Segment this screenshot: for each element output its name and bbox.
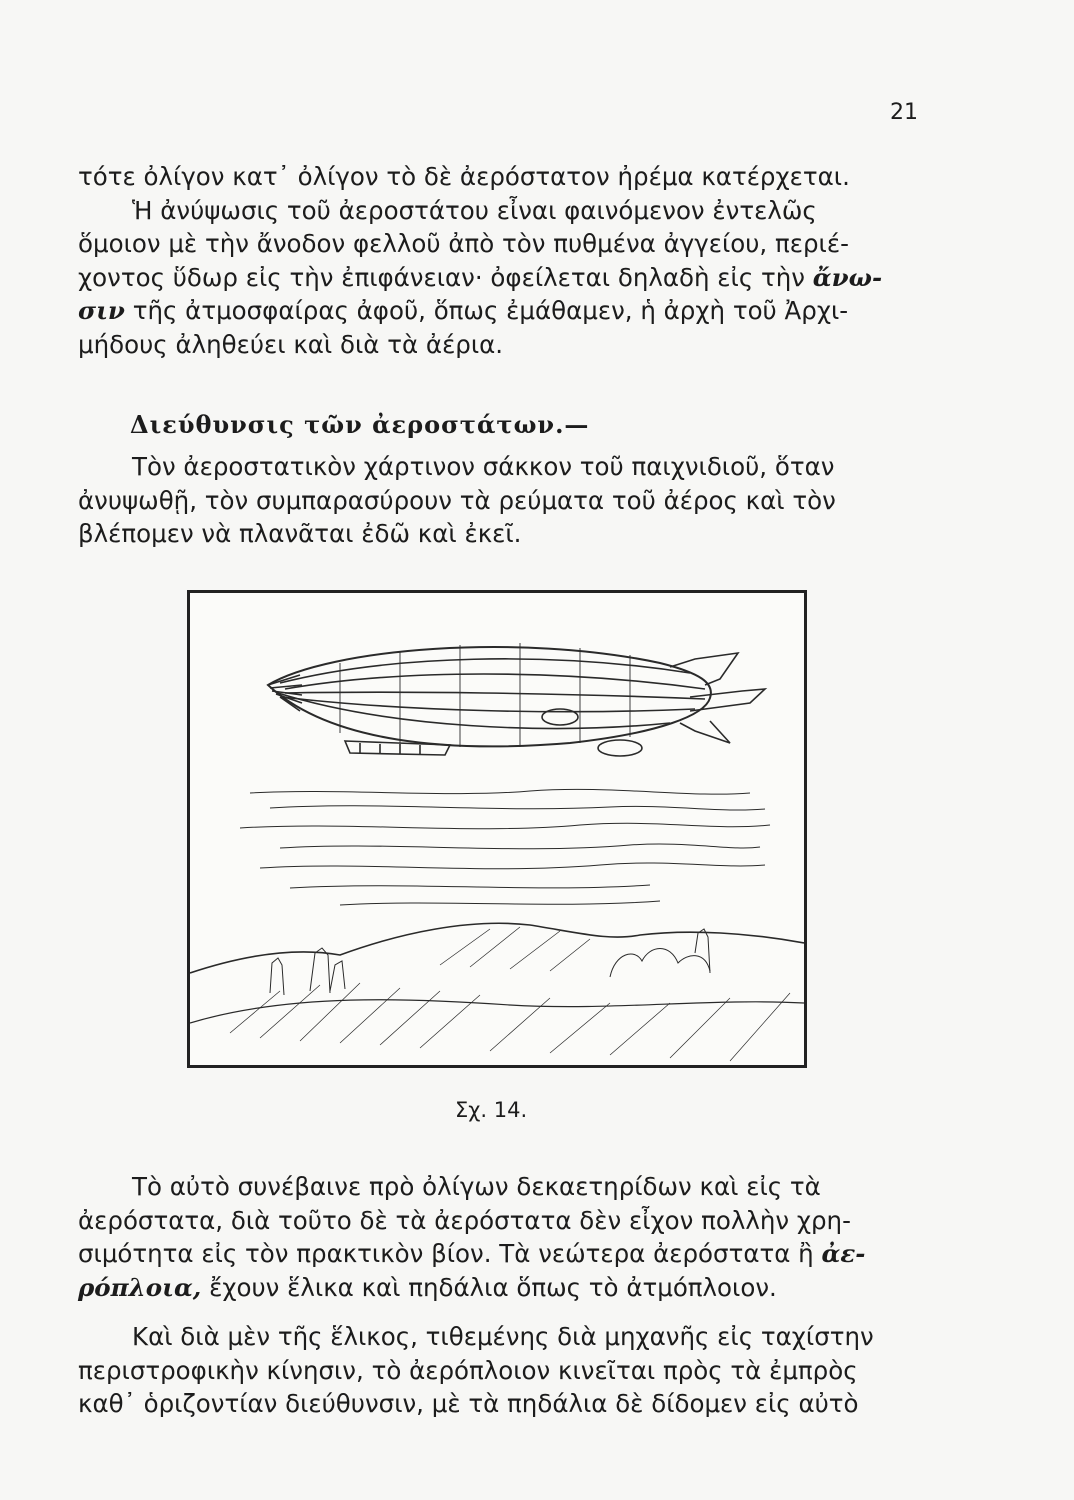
paragraph-3 xyxy=(78,1170,928,1304)
text-line: τότε ὀλίγον κατ᾽ ὀλίγον τὸ δὲ ἀερόστατον ἠρέμα κατέρχεται. xyxy=(78,162,850,191)
text-line: μήδους ἀληθεύει καὶ διὰ τὰ ἀέρια. xyxy=(78,329,504,359)
emphasis-term: ἀε- xyxy=(821,1239,866,1268)
text-line: ἀνυψωθῇ, τὸν συμπαρασύρουν τὰ ρεύματα τοῦ ἀέρος καὶ τὸν xyxy=(78,485,836,515)
text-line: καθ᾽ ὁριζοντίαν διεύθυνσιν, μὲ τὰ πηδάλια δὲ δίδομεν εἰς αὐτὸ xyxy=(78,1389,859,1418)
text-line: ρόπλοια, ἔχουν ἕλικα καὶ πηδάλια ὅπως τὸ ἀτμόπλοιον. xyxy=(78,1272,777,1302)
text-line: Τὸν ἀεροστατικὸν χάρτινον σάκκον τοῦ παιχνιδιοῦ, ὅταν xyxy=(132,452,835,481)
text-line: ὅμοιον μὲ τὴν ἄνοδον φελλοῦ ἀπὸ τὸν πυθμένα ἀγγείου, περιέ- xyxy=(78,229,849,258)
section-heading: Διεύθυνσις τῶν ἀεροστάτων.— xyxy=(130,410,590,439)
text-line: Καὶ διὰ μὲν τῆς ἕλικος, τιθεμένης διὰ μηχανῆς εἰς ταχίστην xyxy=(132,1322,874,1351)
text-line: χοντος ὕδωρ εἰς τὴν ἐπιφάνειαν· ὀφείλεται δηλαδὴ εἰς τὴν ἄνω- xyxy=(78,262,883,292)
emphasis-term: ρόπλοια, xyxy=(78,1272,202,1302)
text-line: σιμότητα εἰς τὸν πρακτικὸν βίον. Τὰ νεώτερα ἀερόστατα ἢ ἀε- xyxy=(78,1239,866,1268)
figure-caption: Σχ. 14. xyxy=(455,1098,528,1122)
text-line: Τὸ αὐτὸ συνέβαινε πρὸ ὀλίγων δεκαετηρίδων καὶ εἰς τὰ xyxy=(132,1172,821,1201)
paragraph-4 xyxy=(78,1320,928,1421)
figure-airship xyxy=(187,590,807,1068)
text-line: Ἡ ἀνύψωσις τοῦ ἀεροστάτου εἶναι φαινόμενον ἐντελῶς xyxy=(132,195,817,225)
emphasis-term: σιν xyxy=(78,296,125,325)
airship-illustration xyxy=(190,593,804,1065)
page-number: 21 xyxy=(890,100,918,125)
emphasis-term: ἄνω- xyxy=(812,262,883,292)
paragraph-1 xyxy=(78,160,928,361)
text-line: ἀερόστατα, διὰ τοῦτο δὲ τὰ ἀερόστατα δὲν εἶχον πολλὴν χρη- xyxy=(78,1205,851,1235)
text-line: βλέπομεν νὰ πλανᾶται ἐδῶ καὶ ἐκεῖ. xyxy=(78,519,522,548)
text-line: περιστροφικὴν κίνησιν, τὸ ἀερόπλοιον κινεῖται πρὸς τὰ ἐμπρὸς xyxy=(78,1355,858,1385)
text-line: σιν τῆς ἀτμοσφαίρας ἀφοῦ, ὅπως ἐμάθαμεν, ἡ ἀρχὴ τοῦ Ἀρχι- xyxy=(78,296,849,325)
paragraph-2 xyxy=(78,450,928,551)
